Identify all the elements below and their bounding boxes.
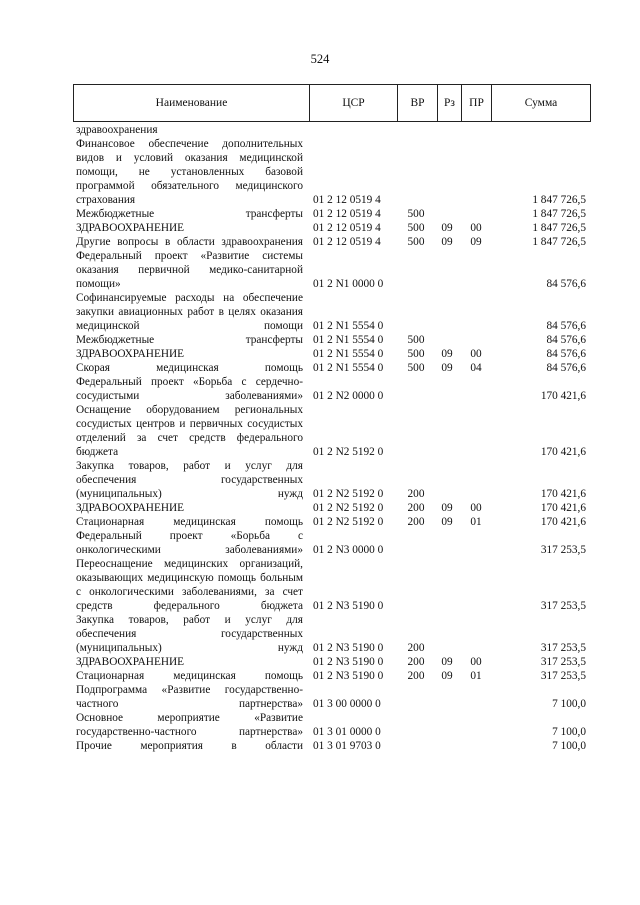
row-pr: 00	[470, 348, 482, 360]
row-sum: 170 421,6	[540, 446, 586, 458]
row-name: Стационарная медицинская помощь	[76, 516, 303, 528]
row-sum: 84 576,6	[546, 362, 586, 374]
row-sum: 84 576,6	[546, 278, 586, 290]
row-name: Подпрограмма «Развитие государственно-частного партнерства»	[76, 684, 303, 710]
row-vr: 500	[407, 334, 425, 346]
row-vr: 500	[407, 348, 425, 360]
row-vr: 200	[407, 516, 425, 528]
row-pr: 01	[470, 516, 482, 528]
table-row	[76, 683, 586, 711]
row-sum: 170 421,6	[540, 488, 586, 500]
table-row	[76, 403, 586, 459]
row-name: Стационарная медицинская помощь	[76, 670, 303, 682]
row-csr: 01 2 N1 5554 0	[313, 362, 384, 374]
row-name: ЗДРАВООХРАНЕНИЕ	[76, 348, 185, 360]
row-csr: 01 2 12 0519 4	[313, 236, 381, 248]
row-vr: 500	[407, 362, 425, 374]
row-vr: 200	[407, 656, 425, 668]
row-rz: 09	[441, 222, 453, 234]
row-sum: 84 576,6	[546, 334, 586, 346]
row-csr: 01 2 N3 5190 0	[313, 642, 384, 654]
row-vr: 500	[407, 208, 425, 220]
row-csr: 01 2 N3 5190 0	[313, 600, 384, 612]
row-name: ЗДРАВООХРАНЕНИЕ	[76, 656, 185, 668]
page-number: 524	[310, 52, 330, 66]
row-csr: 01 2 N1 5554 0	[313, 334, 384, 346]
row-csr: 01 2 N2 0000 0	[313, 390, 384, 402]
row-sum: 170 421,6	[540, 516, 586, 528]
table-row	[76, 459, 586, 501]
row-name: Финансовое обеспечение дополнительных видов и условий оказания медицинской помощи, не установленных базовой программой обязательного медицинского страхования	[76, 138, 303, 206]
row-name: Софинансируемые расходы на обеспечение закупки авиационных работ в целях оказания медицинской помощи	[76, 292, 303, 332]
row-sum: 1 847 726,5	[532, 194, 586, 206]
row-name: Переоснащение медицинских организаций, оказывающих медицинскую помощь больным с онкологическими заболеваниями, за счет средств федерального бюджета	[76, 558, 303, 612]
row-rz: 09	[441, 516, 453, 528]
row-csr: 01 2 N1 5554 0	[313, 348, 384, 360]
row-pr: 00	[470, 502, 482, 514]
table-body	[76, 123, 586, 753]
row-csr: 01 2 12 0519 4	[313, 208, 381, 220]
row-sum: 170 421,6	[540, 390, 586, 402]
row-name: Прочие мероприятия в области	[76, 740, 303, 752]
table-header	[73, 84, 591, 122]
row-vr: 200	[407, 642, 425, 654]
table-row	[76, 333, 586, 347]
row-sum: 84 576,6	[546, 320, 586, 332]
row-rz: 09	[441, 236, 453, 248]
table-row	[76, 221, 586, 235]
row-name: Федеральный проект «Борьба с сердечно-сосудистыми заболеваниями»	[76, 376, 303, 402]
table-row	[76, 137, 586, 207]
header-csr: ЦСР	[310, 85, 398, 121]
row-sum: 84 576,6	[546, 348, 586, 360]
row-sum: 7 100,0	[552, 698, 586, 710]
row-csr: 01 2 N1 0000 0	[313, 278, 384, 290]
row-sum: 7 100,0	[552, 726, 586, 738]
table-row	[76, 557, 586, 613]
row-sum: 317 253,5	[540, 656, 586, 668]
row-vr: 200	[407, 502, 425, 514]
row-name: ЗДРАВООХРАНЕНИЕ	[76, 222, 185, 234]
row-sum: 1 847 726,5	[532, 208, 586, 220]
header-sum: Сумма	[524, 97, 558, 109]
row-csr: 01 2 N3 5190 0	[313, 656, 384, 668]
row-name: ЗДРАВООХРАНЕНИЕ	[76, 502, 185, 514]
row-sum: 317 253,5	[540, 642, 586, 654]
table-row	[76, 291, 586, 333]
row-pr: 00	[470, 656, 482, 668]
row-name: Федеральный проект «Развитие системы оказания первичной медико-санитарной помощи»	[76, 250, 303, 290]
row-csr: 01 2 N3 0000 0	[313, 544, 384, 556]
table-row	[76, 613, 586, 655]
row-csr: 01 3 01 9703 0	[313, 740, 381, 752]
row-pr: 09	[470, 236, 482, 248]
row-rz: 09	[441, 502, 453, 514]
row-pr: 04	[470, 362, 482, 374]
table-row	[76, 207, 586, 221]
row-name: Скорая медицинская помощь	[76, 362, 303, 374]
row-vr: 500	[407, 236, 425, 248]
row-vr: 500	[407, 222, 425, 234]
row-pr: 00	[470, 222, 482, 234]
row-sum: 317 253,5	[540, 670, 586, 682]
row-name: Закупка товаров, работ и услуг для обеспечения государственных (муниципальных) нужд	[76, 614, 303, 654]
header-rz: Рз	[438, 85, 462, 121]
row-rz: 09	[441, 670, 453, 682]
row-sum: 1 847 726,5	[532, 222, 586, 234]
row-name: Межбюджетные трансферты	[76, 208, 303, 220]
row-name: Федеральный проект «Борьба с онкологическими заболеваниями»	[76, 530, 303, 556]
row-csr: 01 2 12 0519 4	[313, 222, 381, 234]
row-vr: 200	[407, 670, 425, 682]
row-name: Основное мероприятие «Развитие государственно-частного партнерства»	[76, 712, 303, 738]
row-csr: 01 2 N2 5192 0	[313, 502, 384, 514]
table-row	[76, 501, 586, 515]
table-row	[76, 739, 586, 753]
row-csr: 01 3 01 0000 0	[313, 726, 381, 738]
table-row	[76, 347, 586, 361]
table-row	[76, 249, 586, 291]
row-sum: 1 847 726,5	[532, 236, 586, 248]
row-rz: 09	[441, 348, 453, 360]
row-vr: 200	[407, 488, 425, 500]
table-row	[76, 711, 586, 739]
row-csr: 01 3 00 0000 0	[313, 698, 381, 710]
row-pr: 01	[470, 670, 482, 682]
table-row	[76, 669, 586, 683]
row-name: Другие вопросы в области здравоохранения	[76, 236, 303, 248]
table-row	[76, 361, 586, 375]
row-rz: 09	[441, 362, 453, 374]
row-csr: 01 2 N1 5554 0	[313, 320, 384, 332]
row-csr: 01 2 12 0519 4	[313, 194, 381, 206]
row-csr: 01 2 N2 5192 0	[313, 488, 384, 500]
row-rz: 09	[441, 656, 453, 668]
table-row	[76, 529, 586, 557]
table-row	[76, 123, 586, 137]
row-name: здравоохранения	[76, 124, 158, 136]
row-name: Межбюджетные трансферты	[76, 334, 303, 346]
row-csr: 01 2 N3 5190 0	[313, 670, 384, 682]
row-name: Оснащение оборудованием региональных сосудистых центров и первичных сосудистых отделений за счет средств федерального бюджета	[76, 404, 303, 458]
header-name: Наименование	[74, 85, 310, 121]
table-row	[76, 655, 586, 669]
row-sum: 7 100,0	[552, 740, 586, 752]
row-sum: 317 253,5	[540, 544, 586, 556]
table-row	[76, 235, 586, 249]
row-csr: 01 2 N2 5192 0	[313, 516, 384, 528]
header-vr: ВР	[398, 85, 438, 121]
table-row	[76, 375, 586, 403]
header-pr: ПР	[462, 85, 492, 121]
row-sum: 170 421,6	[540, 502, 586, 514]
table-row	[76, 515, 586, 529]
row-csr: 01 2 N2 5192 0	[313, 446, 384, 458]
row-sum: 317 253,5	[540, 600, 586, 612]
row-name: Закупка товаров, работ и услуг для обеспечения государственных (муниципальных) нужд	[76, 460, 303, 500]
